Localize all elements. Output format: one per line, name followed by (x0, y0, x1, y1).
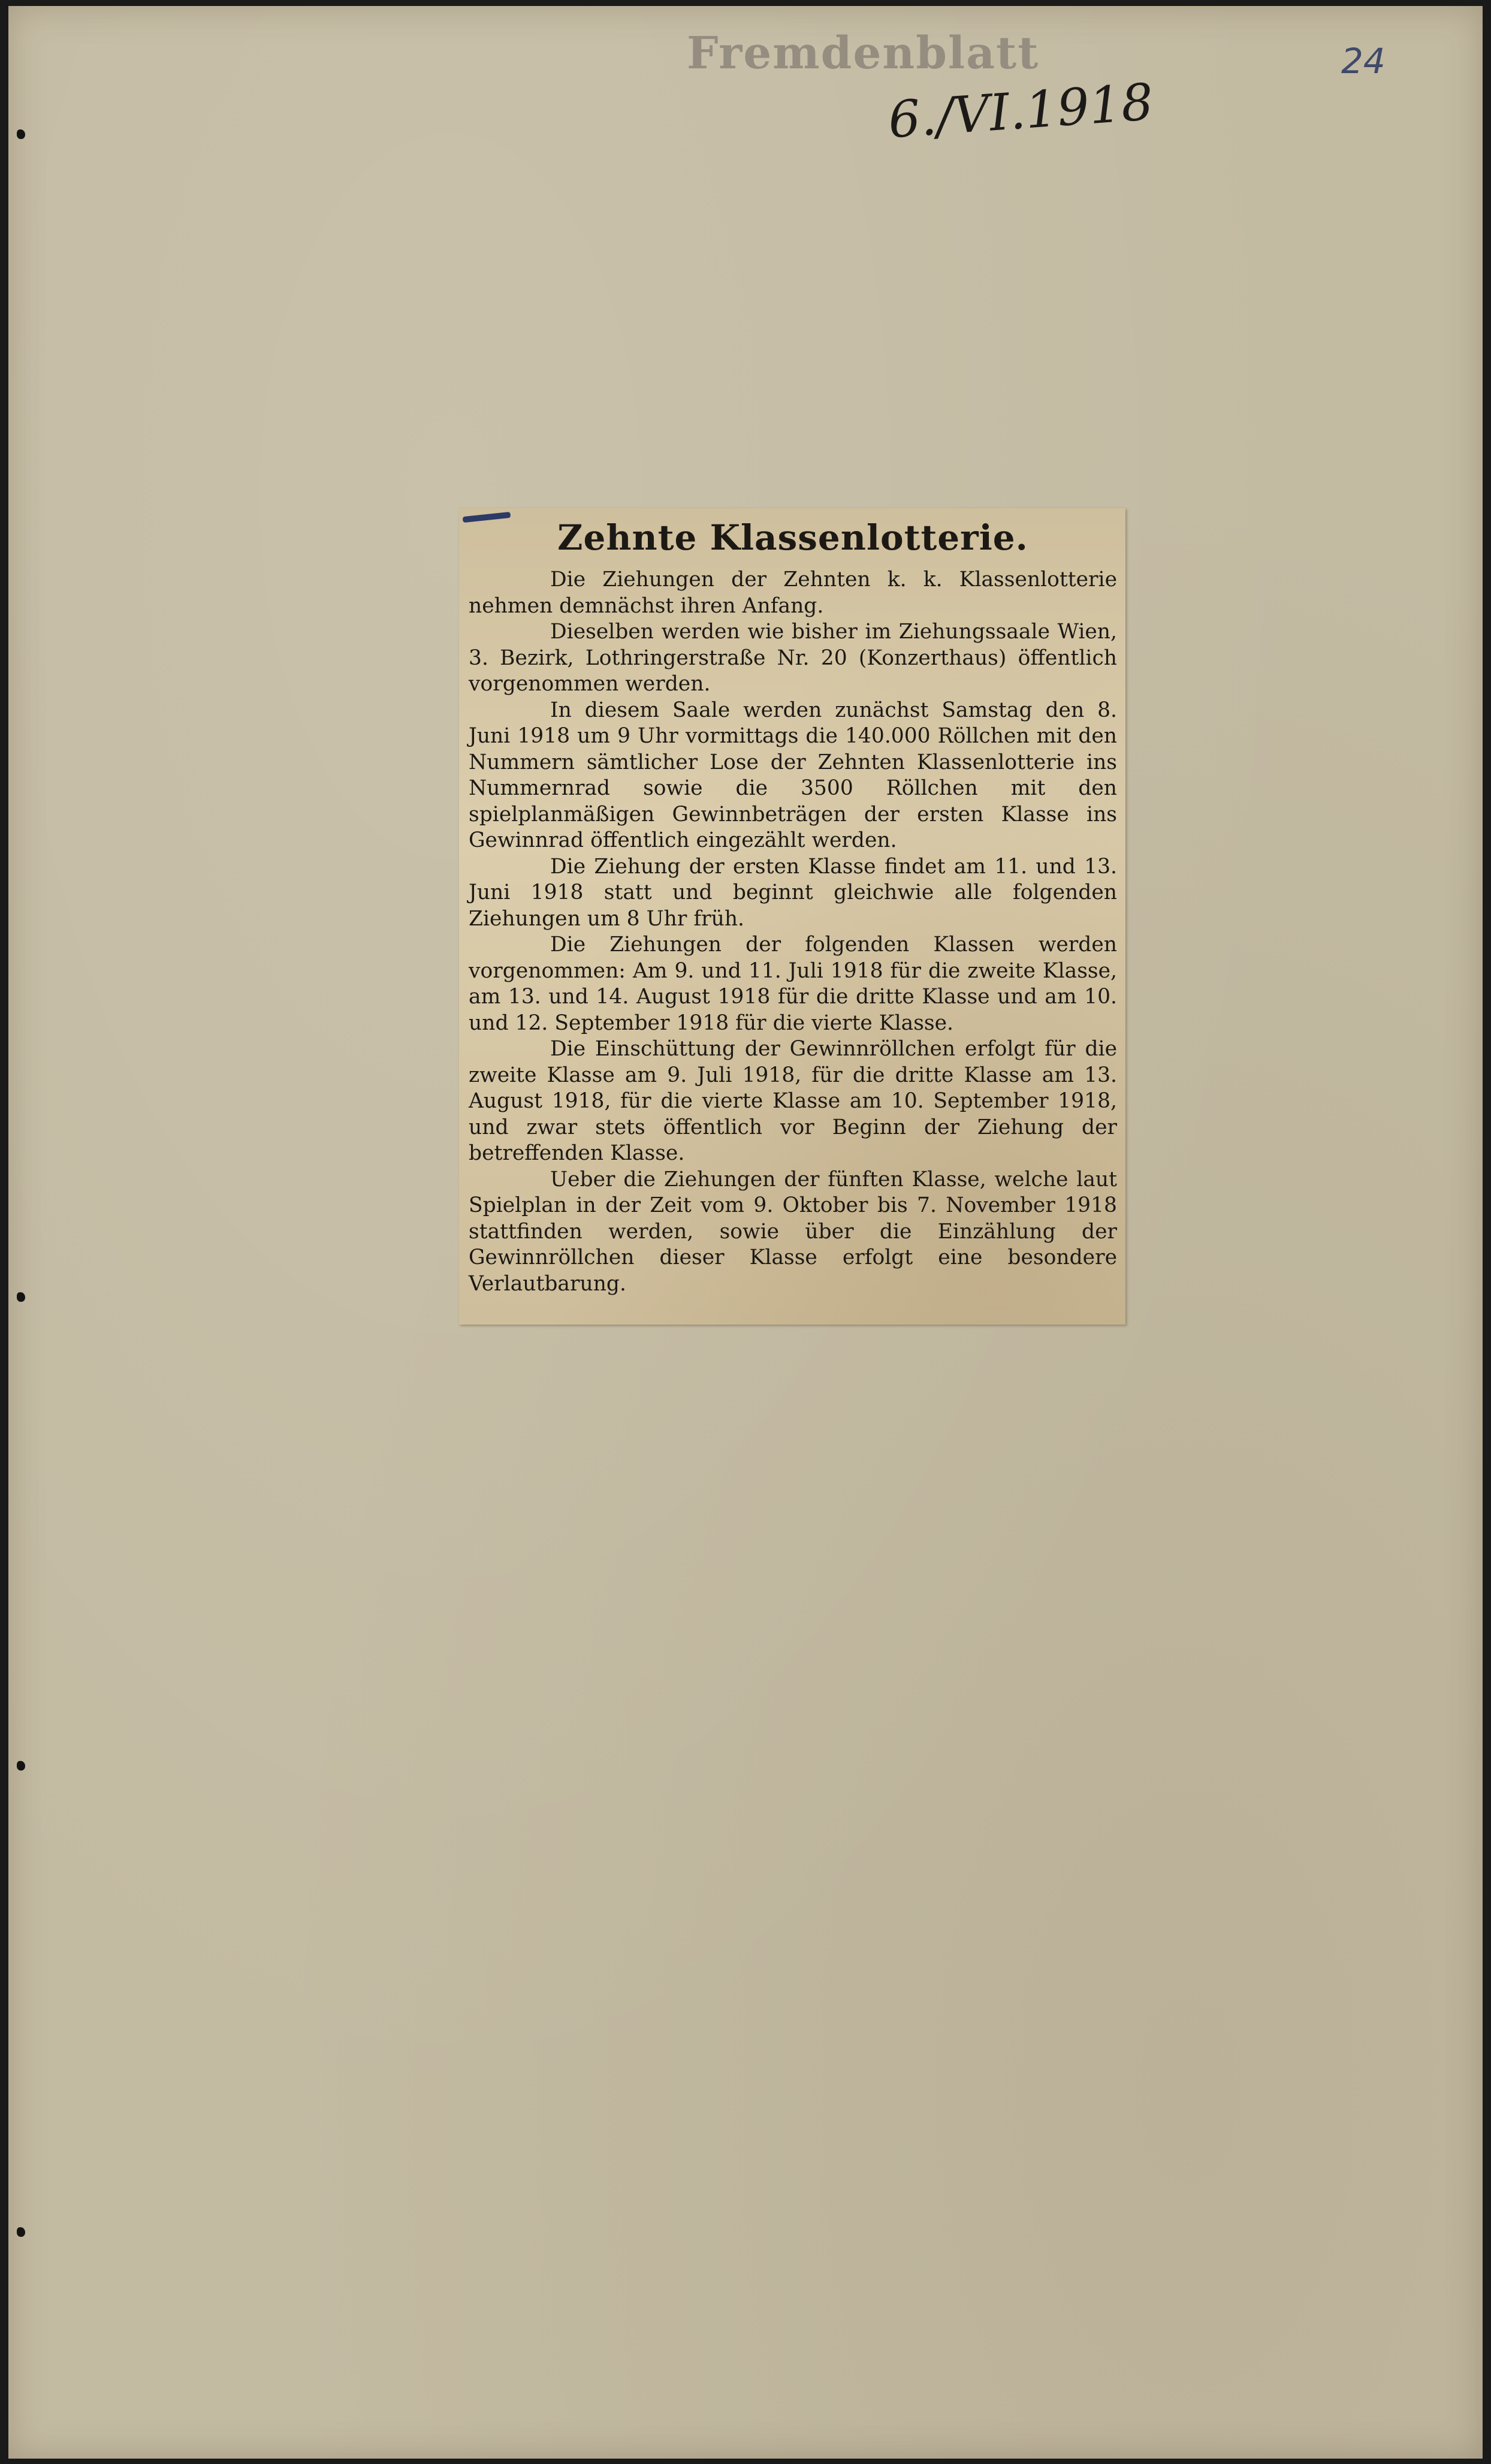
binding-hole (17, 1761, 25, 1771)
handwritten-date: 6./VI.1918 (886, 72, 1155, 150)
article-paragraph: Die Ziehungen der folgenden Klassen werden vorgenommen: Am 9. und 11. Juli 1918 für die zweite Klasse, am 13. und 14. August 1918 für die dritte Klasse und am 10. und 12. September 1918 für die vierte Klasse. (469, 933, 1117, 1035)
article-paragraph: Dieselben werden wie bisher im Ziehungssaale Wien, 3. Bezirk, Lothringerstraße Nr. 20 (Konzerthaus) öffentlich vorgenommen werden. (469, 620, 1117, 696)
page-number: 24 (1341, 41, 1386, 82)
binding-hole (17, 129, 25, 139)
article-paragraph: Die Einschüttung der Gewinnröllchen erfolgt für die zweite Klasse am 9. Juli 1918, für die dritte Klasse am 13. August 1918, für die vierte Klasse am 10. September 1918, und zwar stets öffentlich vor Beginn der Ziehung der betreffenden Klasse. (469, 1037, 1117, 1165)
newspaper-name-stamp: Fremdenblatt (687, 28, 1040, 79)
binding-hole (17, 1292, 25, 1302)
article-paragraph: Die Ziehung der ersten Klasse findet am 11. und 13. Juni 1918 statt und beginnt gleichwie alle folgenden Ziehungen um 8 Uhr früh. (469, 854, 1117, 931)
newspaper-clipping (459, 508, 1125, 1325)
archive-page (8, 6, 1483, 2459)
article-paragraph: Die Ziehungen der Zehnten k. k. Klassenlotterie nehmen demnächst ihren Anfang. (469, 568, 1117, 618)
article-title: Zehnte Klassenlotterie. (557, 517, 1028, 558)
binding-hole (17, 2227, 25, 2237)
article-paragraph: Ueber die Ziehungen der fünften Klasse, welche laut Spielplan in der Zeit vom 9. Oktober bis 7. November 1918 stattfinden werden, sowie über die Einzählung der Gewinnröllchen dieser Klasse erfolgt eine besondere Verlautbarung. (469, 1167, 1117, 1296)
article-paragraph: In diesem Saale werden zunächst Samstag den 8. Juni 1918 um 9 Uhr vormittags die 140.000 Röllchen mit den Nummern sämtlicher Lose der Zehnten Klassenlotterie ins Nummernrad sowie die 3500 Röllchen mit den spielplanmäßigen Gewinnbeträgen der ersten Klasse ins Gewinnrad öffentlich eingezählt werden. (469, 698, 1117, 852)
